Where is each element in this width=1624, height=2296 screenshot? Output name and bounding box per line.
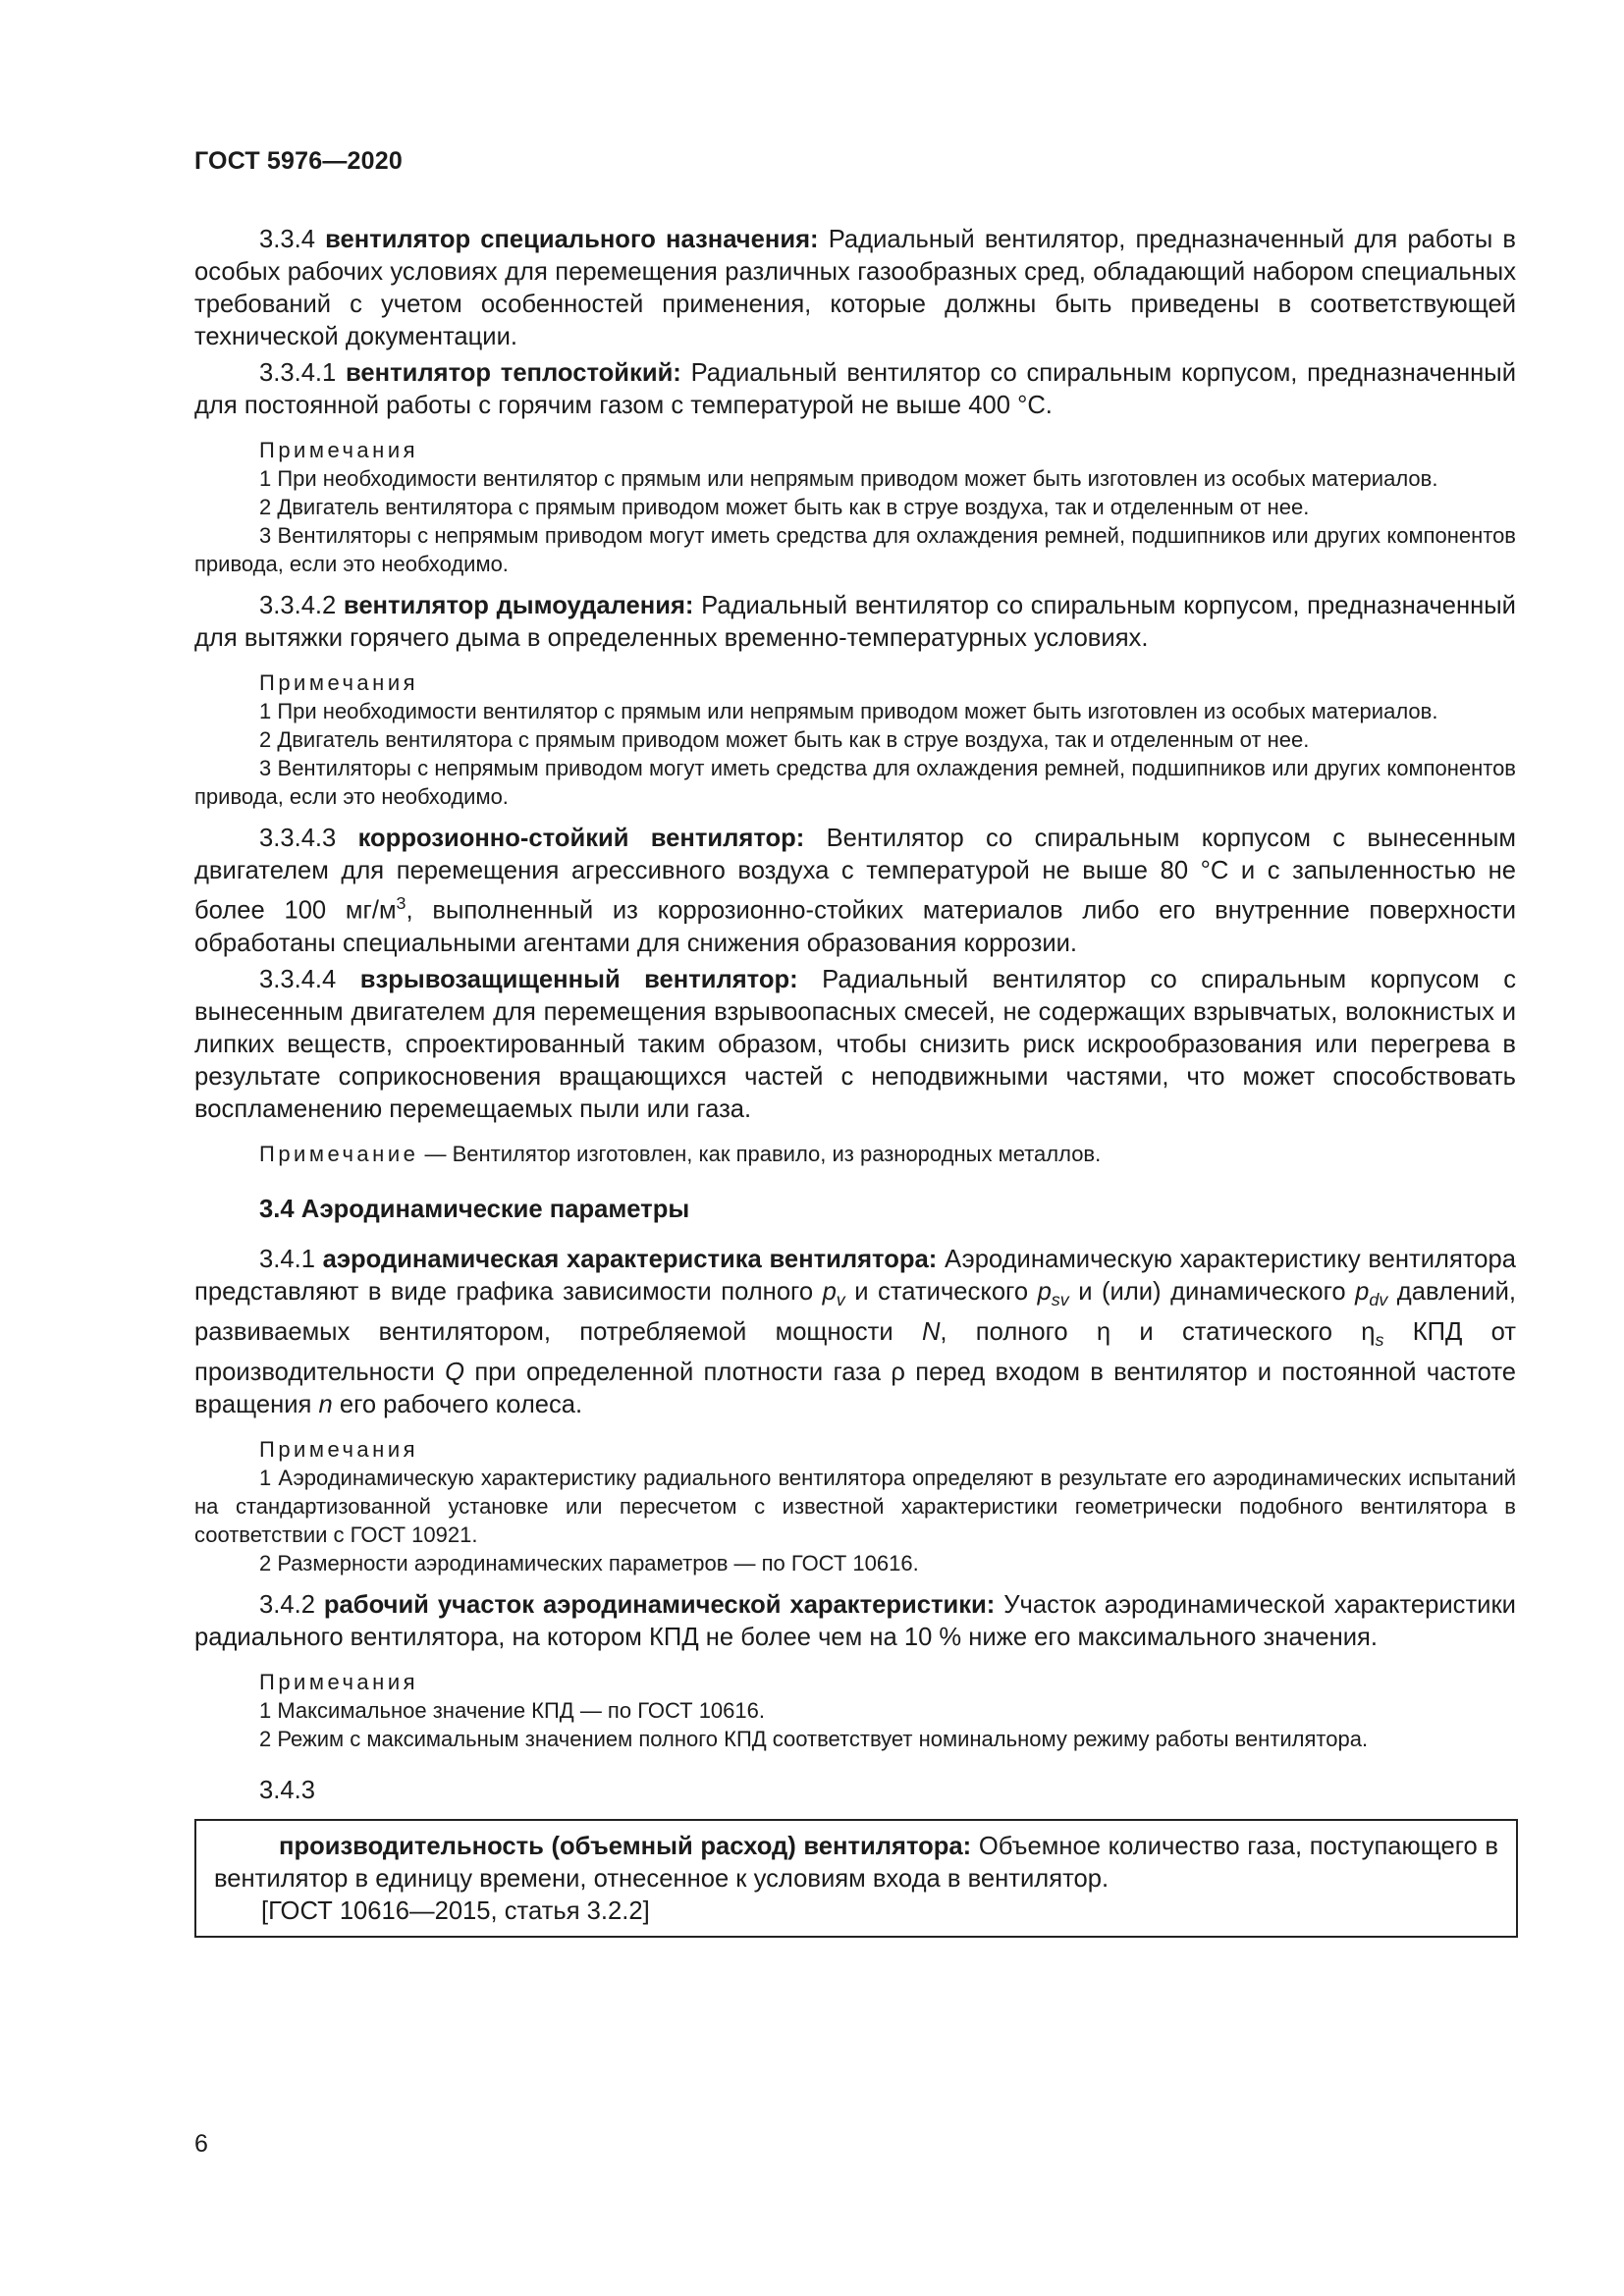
single-note [194, 1140, 1516, 1168]
text-run: давлений, развиваемых вентилятором, потребляемой мощности [194, 1277, 1516, 1346]
text-run: и (или) динамического [1068, 1277, 1356, 1306]
page-content [194, 224, 1516, 1938]
subscript: sv [1051, 1289, 1069, 1309]
definition-part: , выполненный из коррозионно-стойких материалов либо его внутренние поверхности обработаны специальными агентами для снижения образования коррозии. [194, 896, 1516, 957]
symbol-p: p [822, 1277, 837, 1306]
note-item: 1 Максимальное значение КПД — по ГОСТ 10616. [259, 1697, 765, 1723]
text-run: Аэродинамическую характеристику вентилятора представляют в виде графика зависимости полного [194, 1245, 1516, 1306]
clause-number: 3.3.4.3 [259, 825, 337, 852]
notes-heading: Примечания [259, 1436, 419, 1462]
definition: Объемное количество газа, поступающего в вентилятор в единицу времени, отнесенное к условиям входа в вентилятор. [214, 1832, 1498, 1893]
note-item: 2 Режим с максимальным значением полного КПД соответствует номинальному режиму работы вентилятора. [259, 1726, 1369, 1751]
clause-3-3-4-2 [194, 590, 1516, 655]
subscript: v [836, 1289, 845, 1309]
note-item: 3 Вентиляторы с непрямым приводом могут иметь средства для охлаждения ремней, подшипников или других компонентов привода, если это необходимо. [194, 756, 1516, 809]
note-text: — Вентилятор изготовлен, как правило, из разнородных металлов. [418, 1141, 1102, 1166]
definition-part: Вентилятор со спиральным корпусом с вынесенным двигателем для перемещения агрессивного воздуха с температурой не выше 80 °С и с запыленностью не более 100 мг/м [194, 825, 1516, 925]
term: взрывозащищенный вентилятор: [359, 965, 798, 993]
quoted-definition-box [194, 1819, 1518, 1938]
definition: Радиальный вентилятор со спиральным корпусом, предназначенный для постоянной работы с горячим газом с температурой не выше 400 °С. [194, 359, 1516, 419]
note-item: 1 При необходимости вентилятор с прямым или непрямым приводом может быть изготовлен из особых материалов. [259, 466, 1438, 491]
symbol-N: N [921, 1317, 941, 1346]
clause-3-4-1 [194, 1244, 1516, 1421]
text-run: КПД от производительности [194, 1317, 1516, 1386]
definition: Радиальный вентилятор со спиральным корпусом с вынесенным двигателем для перемещения взрывоопасных смесей, не содержащих взрывчатых, волокнистых и липких веществ, спроектированный таким образом, чтобы снизить риск искрообразования или перегрева в результате соприкосновения вращающихся частей с неподвижными частями, что может способствовать воспламенению перемещаемых пыли или газа. [194, 965, 1516, 1123]
note-item: 2 Размерности аэродинамических параметров — по ГОСТ 10616. [259, 1550, 919, 1575]
notes-heading: Примечания [259, 438, 419, 462]
clause-3-3-4-3 [194, 823, 1516, 960]
note-item: 2 Двигатель вентилятора с прямым приводом может быть как в струе воздуха, так и отделенным от нее. [259, 495, 1310, 519]
symbol-n: n [318, 1390, 333, 1418]
term: аэродинамическая характеристика вентилятора: [322, 1245, 938, 1273]
note-item: 1 При необходимости вентилятор с прямым или непрямым приводом может быть изготовлен из особых материалов. [259, 699, 1438, 723]
notes-heading: Примечания [259, 1669, 419, 1694]
definition: Радиальный вентилятор, предназначенный для работы в особых рабочих условиях для перемещения различных газообразных сред, обладающий набором специальных требований с учетом особенностей применения, которые должны быть приведены в соответствующей технической документации. [194, 226, 1516, 350]
definition: Участок аэродинамической характеристики радиального вентилятора, на котором КПД не более чем на 10 % ниже его максимального значения. [194, 1590, 1516, 1651]
symbol-Q: Q [445, 1358, 465, 1386]
text-run: , полного η и статического η [940, 1317, 1376, 1346]
notes-heading: Примечания [259, 670, 419, 695]
clause-number: 3.3.4.2 [259, 592, 337, 619]
note-item: 2 Двигатель вентилятора с прямым приводом может быть как в струе воздуха, так и отделенным от нее. [259, 727, 1310, 752]
clause-number: 3.3.4.1 [259, 359, 337, 387]
section-heading: 3.4 Аэродинамические параметры [259, 1195, 690, 1223]
subscript: s [1375, 1329, 1384, 1350]
superscript: 3 [396, 893, 406, 913]
clause-3-3-4 [194, 224, 1516, 353]
symbol-p: p [1037, 1277, 1052, 1306]
clause-3-4-2 [194, 1589, 1516, 1654]
term: вентилятор теплостойкий: [346, 359, 681, 387]
subscript: dv [1369, 1289, 1388, 1309]
document-header: ГОСТ 5976—2020 [194, 147, 403, 175]
symbol-p: p [1355, 1277, 1370, 1306]
term: рабочий участок аэродинамической характеристики: [323, 1590, 996, 1619]
clause-3-4-3 [214, 1831, 1498, 1896]
note-item: 3 Вентиляторы с непрямым приводом могут иметь средства для охлаждения ремней, подшипников или других компонентов привода, если это необходимо. [194, 523, 1516, 576]
source-reference: [ГОСТ 10616—2015, статья 3.2.2] [261, 1896, 650, 1925]
clause-number: 3.3.4.4 [259, 965, 337, 993]
clause-number: 3.4.1 [259, 1245, 315, 1273]
clause-number: 3.3.4 [259, 226, 315, 253]
note-item: 1 Аэродинамическую характеристику радиального вентилятора определяют в результате его аэродинамических испытаний на стандартизованной установке или пересчетом с известной характеристики геометрически подобного вентилятора в соответствии с ГОСТ 10921. [194, 1465, 1516, 1547]
clause-number: 3.4.3 [259, 1776, 315, 1804]
clause-3-3-4-1 [194, 357, 1516, 422]
term: вентилятор дымоудаления: [343, 592, 694, 619]
term: коррозионно-стойкий вентилятор: [357, 825, 805, 852]
text-run: его рабочего колеса. [332, 1390, 583, 1418]
text-run: и статического [844, 1277, 1038, 1306]
term: вентилятор специального назначения: [325, 226, 819, 253]
clause-number: 3.4.2 [259, 1590, 315, 1619]
page-number: 6 [194, 2130, 208, 2158]
note-label: Примечание [259, 1141, 419, 1166]
term: производительность (объемный расход) вентилятора: [279, 1832, 972, 1860]
definition: Радиальный вентилятор со спиральным корпусом, предназначенный для вытяжки горячего дыма в определенных временно-температурных условиях. [194, 592, 1516, 652]
clause-3-3-4-4 [194, 964, 1516, 1126]
text-run: при определенной плотности газа ρ перед входом в вентилятор и постоянной частоте вращения [194, 1358, 1517, 1418]
